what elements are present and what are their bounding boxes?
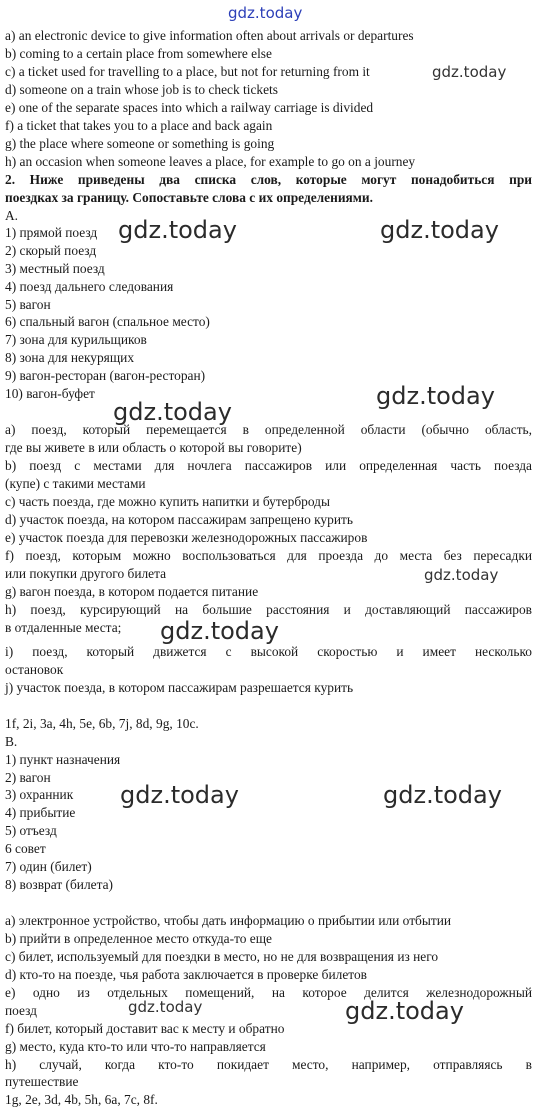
definition: f) поезд, которым можно воспользоваться для проезда до места без пересадки xyxy=(5,548,532,563)
definition: поезд xyxy=(5,1003,37,1018)
definition: или покупки другого билета xyxy=(5,566,167,581)
definition: i) поезд, который движется с высокой скоростью и имеет несколько xyxy=(5,644,532,659)
definition: g) вагон поезда, в котором подается питание xyxy=(5,584,259,599)
definition: g) место, куда кто-то или что-то направляется xyxy=(5,1039,266,1054)
list-item: 1) пункт назначения xyxy=(5,752,121,767)
text-line: e) one of the separate spaces into which a railway carriage is divided xyxy=(5,100,374,115)
definition: где вы живете в или область о которой вы говорите) xyxy=(5,440,302,455)
text-line: a) an electronic device to give information often about arrivals or departures xyxy=(5,28,414,43)
definition: d) участок поезда, на котором пассажирам запрещено курить xyxy=(5,512,353,527)
list-item: 9) вагон-ресторан (вагон-ресторан) xyxy=(5,368,206,383)
list-item: 8) возврат (билета) xyxy=(5,877,114,892)
section-label: B. xyxy=(5,734,18,749)
list-item: 2) вагон xyxy=(5,770,51,785)
list-item: 10) вагон-буфет xyxy=(5,386,95,401)
list-item: 4) поезд дальнего следования xyxy=(5,279,174,294)
definition: в отдаленные места; xyxy=(5,620,122,635)
list-item: 6 совет xyxy=(5,841,46,856)
task-heading: 2. Ниже приведены два списка слов, которые могут понадобиться при xyxy=(5,172,532,187)
answer-line: 1f, 2i, 3a, 4h, 5e, 6b, 7j, 8d, 9g, 10c. xyxy=(5,716,199,731)
list-item: 4) прибытие xyxy=(5,805,76,820)
definition: e) участок поезда для перевозки железнодорожных пассажиров xyxy=(5,530,368,545)
list-item: 3) местный поезд xyxy=(5,261,105,276)
watermark: gdz.today xyxy=(118,216,237,244)
task-heading-cont: поездках за границу. Сопоставьте слова с их определениями. xyxy=(5,190,373,205)
watermark: gdz.today xyxy=(380,216,499,244)
definition: (купе) с такими местами xyxy=(5,476,146,491)
definition: b) поезд с местами для ночлега пассажиров или определенная часть поезда xyxy=(5,458,532,473)
text-line: c) a ticket used for travelling to a place, but not for returning from it xyxy=(5,64,370,79)
definition: j) участок поезда, в котором пассажирам разрешается курить xyxy=(5,680,354,695)
definition: a) электронное устройство, чтобы дать информацию о прибытии или отбытии xyxy=(5,913,452,928)
list-item: 1) прямой поезд xyxy=(5,225,98,240)
definition: остановок xyxy=(5,662,64,677)
definition: c) билет, используемый для поездки в место, но не для возвращения из него xyxy=(5,949,439,964)
list-item: 8) зона для некурящих xyxy=(5,350,135,365)
watermark: gdz.today xyxy=(345,997,464,1025)
definition: c) часть поезда, где можно купить напитки и бутерброды xyxy=(5,494,330,509)
text-line: b) coming to a certain place from somewhere else xyxy=(5,46,272,61)
definition: h) случай, когда кто-то покидает место, например, отправляясь в xyxy=(5,1057,532,1072)
list-item: 7) один (билет) xyxy=(5,859,92,874)
watermark: gdz.today xyxy=(424,566,499,584)
list-item: 2) скорый поезд xyxy=(5,243,97,258)
definition: b) прийти в определенное место откуда-то еще xyxy=(5,931,273,946)
text-line: h) an occasion when someone leaves a place, for example to go on a journey xyxy=(5,154,416,169)
text-line: f) a ticket that takes you to a place and back again xyxy=(5,118,273,133)
definition: f) билет, который доставит вас к месту и обратно xyxy=(5,1021,285,1036)
text-line: d) someone on a train whose job is to check tickets xyxy=(5,82,278,97)
watermark: gdz.today xyxy=(120,781,239,809)
text-line: g) the place where someone or something is going xyxy=(5,136,275,151)
definition: путешествие xyxy=(5,1074,79,1089)
list-item: 7) зона для курильщиков xyxy=(5,332,147,347)
watermark: gdz.today xyxy=(383,781,502,809)
list-item: 5) отъезд xyxy=(5,823,57,838)
watermark: gdz.today xyxy=(228,4,303,22)
watermark: gdz.today xyxy=(160,617,279,645)
definition: e) одно из отдельных помещений, на которое делится железнодорожный xyxy=(5,985,532,1000)
list-item: 6) спальный вагон (спальное место) xyxy=(5,314,210,329)
section-label: A. xyxy=(5,208,19,223)
watermark: gdz.today xyxy=(128,998,203,1016)
watermark: gdz.today xyxy=(113,398,232,426)
watermark: gdz.today xyxy=(376,382,495,410)
definition: h) поезд, курсирующий на большие расстояния и доставляющий пассажиров xyxy=(5,602,532,617)
list-item: 3) охранник xyxy=(5,787,74,802)
watermark: gdz.today xyxy=(432,63,507,81)
answer-line: 1g, 2e, 3d, 4b, 5h, 6a, 7c, 8f. xyxy=(5,1092,158,1107)
definition: a) поезд, который перемещается в определенной области (обычно область, xyxy=(5,422,532,437)
list-item: 5) вагон xyxy=(5,297,51,312)
definition: d) кто-то на поезде, чья работа заключается в проверке билетов xyxy=(5,967,367,982)
